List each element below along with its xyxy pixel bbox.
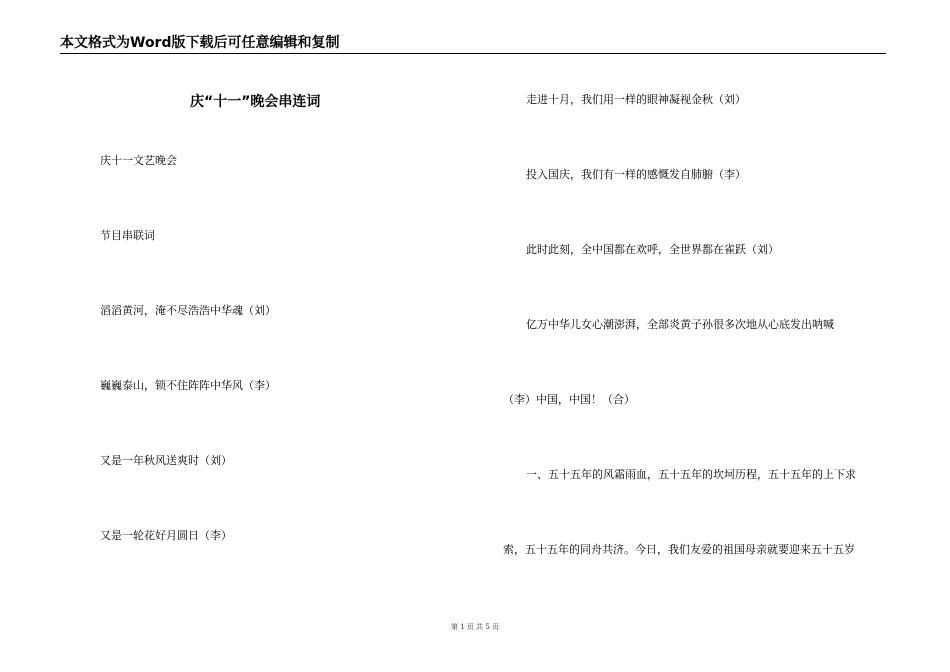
left-line-2: 节目串联词 (100, 229, 155, 242)
right-line-1: 走进十月，我们用一样的眼神凝视金秋（刘） (526, 93, 746, 106)
right-line-6: 一、五十五年的风霜雨血，五十五年的坎坷历程，五十五年的上下求 (526, 468, 856, 481)
left-line-5: 又是一年秋风送爽时（刘） (100, 454, 232, 467)
document-header: 本文格式为Word版下载后可任意编辑和复制 (60, 35, 340, 51)
right-line-4: 亿万中华儿女心潮澎湃，全部炎黄子孙很多次地从心底发出呐喊 (526, 318, 834, 331)
header-divider (60, 53, 886, 54)
right-line-7: 索，五十五年的同舟共济。今日，我们友爱的祖国母亲就要迎来五十五岁 (503, 543, 855, 556)
right-line-5: （李）中国，中国！（合） (503, 393, 635, 406)
document-title: 庆“十一”晚会串连词 (190, 94, 321, 110)
left-line-1: 庆十一文艺晚会 (100, 154, 177, 167)
right-line-2: 投入国庆，我们有一样的感慨发自肺腑（李） (526, 168, 746, 181)
left-line-3: 滔滔黄河，淹不尽浩浩中华魂（刘） (100, 304, 276, 317)
page-number: 第 1 页 共 5 页 (450, 623, 500, 631)
right-line-3: 此时此刻，全中国都在欢呼，全世界都在雀跃（刘） (526, 243, 779, 256)
left-line-6: 又是一轮花好月圆日（李） (100, 529, 232, 542)
left-line-4: 巍巍泰山，锁不住阵阵中华风（李） (100, 379, 276, 392)
